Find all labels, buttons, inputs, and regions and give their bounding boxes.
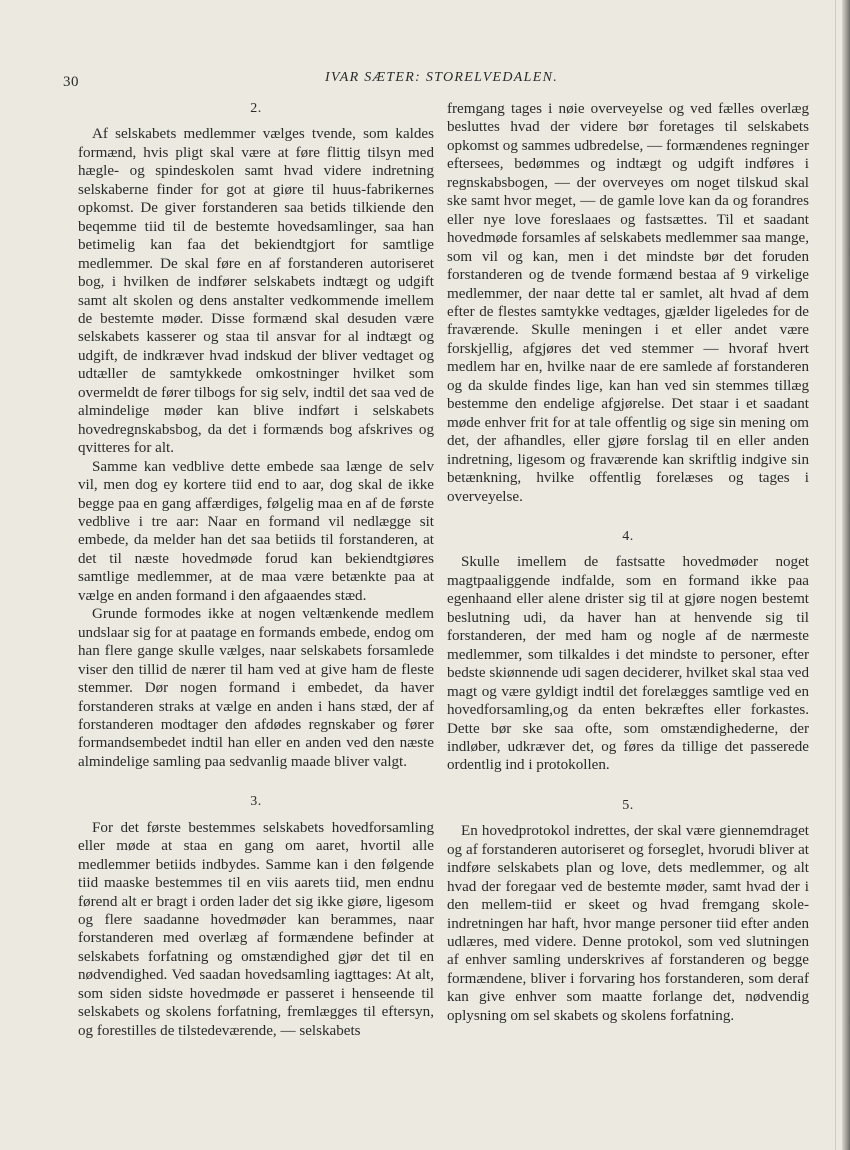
section-gap (78, 771, 434, 793)
section-3-continuation: fremgang tages i nøie overveyelse og ved fælles overlæg besluttes hvad der videre bør foretages til selskabets opkomst og sammes udbredelse, — formændenes regninger eftersees, bedømmes og indtægt og udgift indføres i regnskabsbogen, — der overveyes om noget tilskud skal ske samt hvor meget, — de gamle love kan da og forandres eller nye love foreslaaes og fastsættes. Til et saadant hovedmøde forsamles af selskabets medlemmer saa mange, som vil og kan, men i det mindste bør det foruden forstanderen og de tvende formænd bestaa af 9 virkelige medlemmer, der naar dette tal er samlet, alt hvad af dem efter de flestes samtykke vedtages, gjælder ligeledes for de fraværende. Skulle meningen i et eller andet være forskjellig, afgjøres det ved stemmer — hvoraf hvert medlem har en, hvilke naar de ere samlede af forstanderen og da skulde findes lige, kan han ved sin stemmes tillæg bestemme den endelige afgjørelse. Det staar i et saadant møde enhver frit for at tale offentlig og sige sin mening om det, der afhandles, eller gjøre forslag til en eller anden indretning, ligesom og fraværende kan skriftlig indgive sin betænkning, hvilke offentlig forelæses og tages i overveyelse. (447, 101, 809, 505)
section-number-2: 2. (250, 101, 262, 116)
section-number-4: 4. (622, 528, 634, 544)
section-2-paragraph-3: Grunde formodes ikke at nogen veltænkende medlem undslaar sig for at paatage en formands embede, endog om han flere gange skulle vælges, naar selskabets forsamlede viser den tillid de nærer til ham ved at give ham de fleste stemmer. Dør nogen formand i embedet, da haver forstanderen straks at vælge en anden i hans stæd, der af forstanderen modtager den afdødes regnskaber og fører formandsembedet indtil han eller en anden ved den næste almindelige samling paa sedvanlig maade bliver valgt. (78, 606, 434, 770)
left-column (78, 100, 434, 1040)
section-5-paragraph-1: En hovedprotokol indrettes, der skal være giennemdraget og af forstanderen autoriseret og forseglet, hvorudi bliver at indføre selskabets plan og love, dets medlemmer, og alt hvad der foregaar ved de bestemte møder, samt hvad der i den mellem-tiid er skeet og hvad fremgang skole-indretningen har haft, hvor mange personer tiid efter anden udlæres, med videre. Denne protokol, som ved slutningen af enhver samling underskrives af forstanderen og begge formændene, bliver i forvaring hos forstanderen, som deraf kan give enhver som maatte forlange det, nødvendig oplysning om sel skabets og skolens forfatning. (447, 823, 809, 1024)
section-3-paragraph-1: For det første bestemmes selskabets hovedforsamling eller møde at staa en gang om aaret, hvortil alle medlemmer betiids indbydes. Samme kan i den følgende tiid maaske bestemmes til en viis aarets tiid, men endnu førend alt er bragt i orden lader det sig ikke giøre, ligesom og flere saadanne hovedmøder kan berammes, naar forstanderen med overlæg af formændene befinder at selskabets forfatning og omstændighed gjør det til en nødvendighed. Ved saadan hovedsamling iagttages: At alt, som siden sidste hovedmøde er passeret i henseende til selskabets og skolens forfatning, fremlægges til eftersyn, og forestilles de tilstedeværende, — selskabets (78, 819, 434, 1039)
section-2-paragraph-2: Samme kan vedblive dette embede saa længe de selv vil, men dog ey kortere tiid end to aar, dog skal de ikke begge paa en gang affærdiges, følgelig maa en af de første vedblive i tre aar: Naar en formand vil nedlægge sit embede, da melder han det saa betiids til forstanderen, at det til næste hovedmøde forud kan bekiendtgiøres samtlige medlemmer, at de maa være betænkte paa at vælge en anden formand i den afgaaendes stæd. (78, 458, 434, 604)
page-number: 30 (63, 74, 79, 90)
section-2-paragraph-1: Af selskabets medlemmer vælges tvende, som kaldes formænd, hvis pligt skal være at føre flittig tilsyn med hægle- og spindeskolen samt hvad videre indretning selskaberne finder for got at giøre til huus-fabrikernes opkomst. De giver forstanderen saa betids tilkiende den beqemme tiid til de bestemte hovedsamlinger, saa han betimelig kan faa det bekiendtgjort for samtlige medlemmer. De skal føre en af forstanderen autoriseret bog, i hvilken de indfører selskabets indtægt og udgift samt alt skolen og dens anstalter vedkommende imellem de bestemte møder. Disse formænd skal desuden være selskabets kasserer og staa til ansvar for al indtægt og udgift, de indkræver hvad indskud der bliver vedtaget og udtæller de samtykkede omkostninger hvilket som overmeldt de fører tilbogs for sig selv, indtil det saa ved de almindelige møder kan blive indført i selskabets hovedregnskabsbog, da det i formænds bog afskrives og qvitteres for alt. (78, 126, 434, 457)
section-gap (447, 775, 809, 797)
running-title: IVAR SÆTER: STORELVEDALEN. (325, 70, 559, 85)
section-number-3: 3. (250, 794, 262, 810)
page-edge-line (835, 0, 836, 1150)
section-gap (447, 506, 809, 528)
section-4-paragraph-1: Skulle imellem de fastsatte hovedmøder noget magtpaaliggende indfalde, som en formand ikke paa egenhaand eller alene drister sig til at gjøre nogen bestemt beslutning udi, da haver han at henvende sig til forstanderen, der med ham og nogle af de nærmeste medlemmer, som tilkaldes i det mindste to personer, efter bedste skiønnende udi sagen deciderer, hvilket skal staa ved magt og være gyldigt indtil det forelægges samtlige ved en hovedforsamling,og da enten bekræftes eller forkastes. Dette bør ske saa ofte, som omstændighederne, der indløber, udkræver det, og føres da tillige det passerede ordentlig ind i protokollen. (447, 554, 809, 774)
page-edge (842, 0, 850, 1150)
right-column (447, 100, 809, 1025)
section-number-5: 5. (622, 797, 634, 813)
page-header (0, 70, 850, 94)
